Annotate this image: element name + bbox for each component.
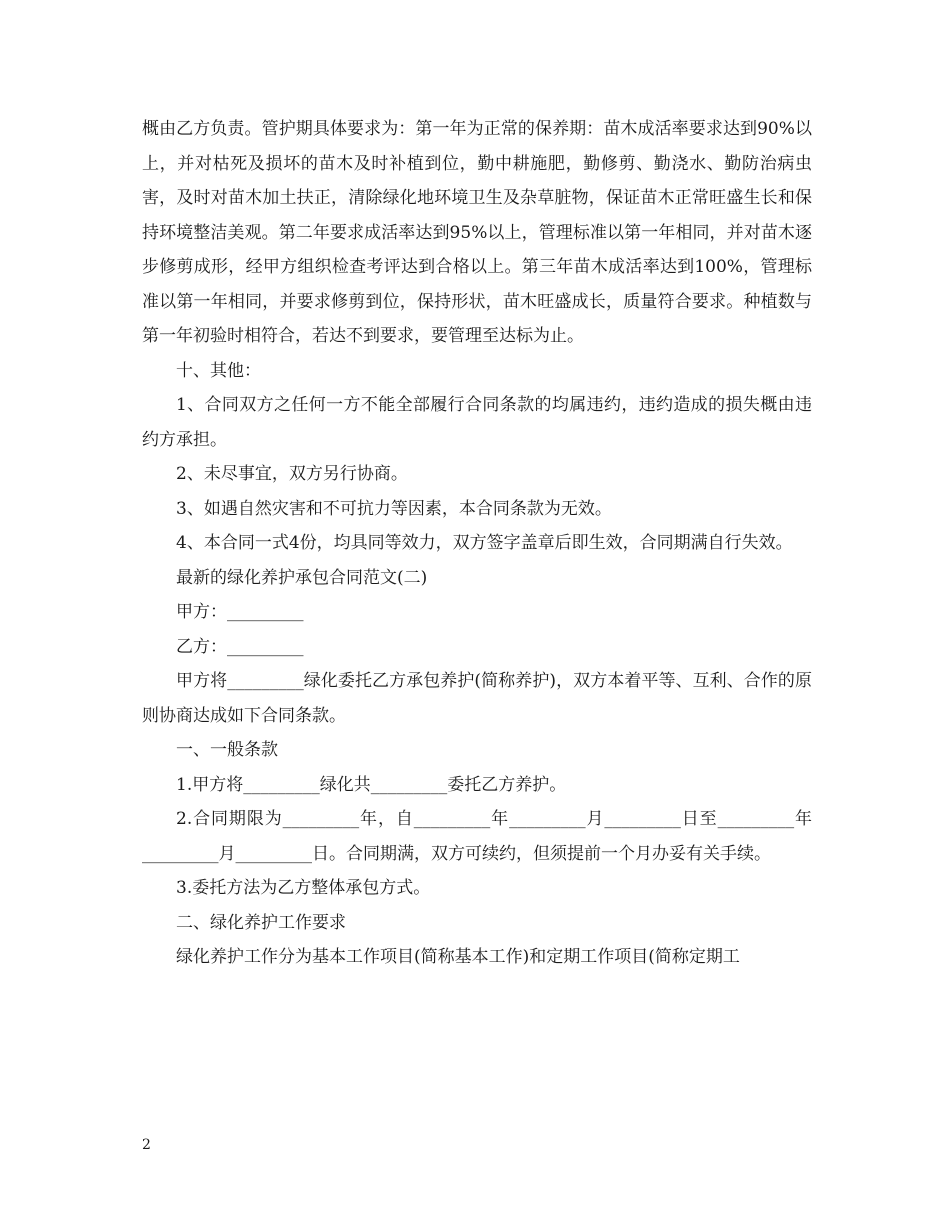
document-body (142, 112, 812, 975)
clause-force-majeure: 3、如遇自然灾害和不可抗力等因素，本合同条款为无效。 (176, 498, 612, 519)
party-b-line: 乙方：_________ (176, 636, 304, 657)
party-a-line: 甲方：_________ (176, 602, 304, 622)
clause-unresolved-matters: 2、未尽事宜，双方另行协商。 (176, 464, 408, 484)
clause-breach: 1、合同双方之任何一方不能全部履行合同条款的均属违约，违约造成的损失概由违约方承担。 (142, 395, 812, 450)
paragraph-work-categories: 绿化养护工作分为基本工作项目(简称基本工作)和定期工作项目(简称定期工 (176, 947, 740, 967)
heading-general-terms: 一、一般条款 (176, 740, 278, 760)
heading-maintenance-work: 二、绿化养护工作要求 (176, 912, 346, 933)
term-duration: 2.合同期限为_________年，自_________年_________月_________日至_________年_________月_________日。合同期满，双方可续约，但须提前一个月办妥有关手续。 (142, 809, 812, 864)
page-number: 2 (142, 1137, 151, 1153)
clause-copies-validity: 4、本合同一式4份，均具同等效力，双方签字盖章后即生效，合同期满自行失效。 (176, 533, 793, 553)
heading-section-ten-other: 十、其他： (176, 360, 261, 381)
term-method: 3.委托方法为乙方整体承包方式。 (176, 878, 431, 898)
paragraph-maintenance-requirements: 概由乙方负责。管护期具体要求为：第一年为正常的保养期：苗木成活率要求达到90%以上，并对枯死及损坏的苗木及时补植到位，勤中耕施肥，勤修剪、勤浇水、勤防治病虫害，及时对苗木加土扶正，清除绿化地环境卫生及杂草脏物，保证苗木正常旺盛生长和保持环境整洁美观。第二年要求成活率达到95%以上，管理标准以第一年相同，并对苗木逐步修剪成形，经甲方组织检查考评达到合格以上。第三年苗木成活率达到100%，管理标准以第一年相同，并要求修剪到位，保持形状，苗木旺盛成长，质量符合要求。种植数与第一年初验时相符合，若达不到要求，要管理至达标为止。 (142, 119, 812, 346)
preamble-paragraph: 甲方将_________绿化委托乙方承包养护(简称养护)，双方本着平等、互利、合作的原则协商达成如下合同条款。 (142, 671, 812, 726)
contract-title-two: 最新的绿化养护承包合同范文(二) (176, 567, 428, 588)
term-scope: 1.甲方将_________绿化共_________委托乙方养护。 (176, 774, 567, 795)
